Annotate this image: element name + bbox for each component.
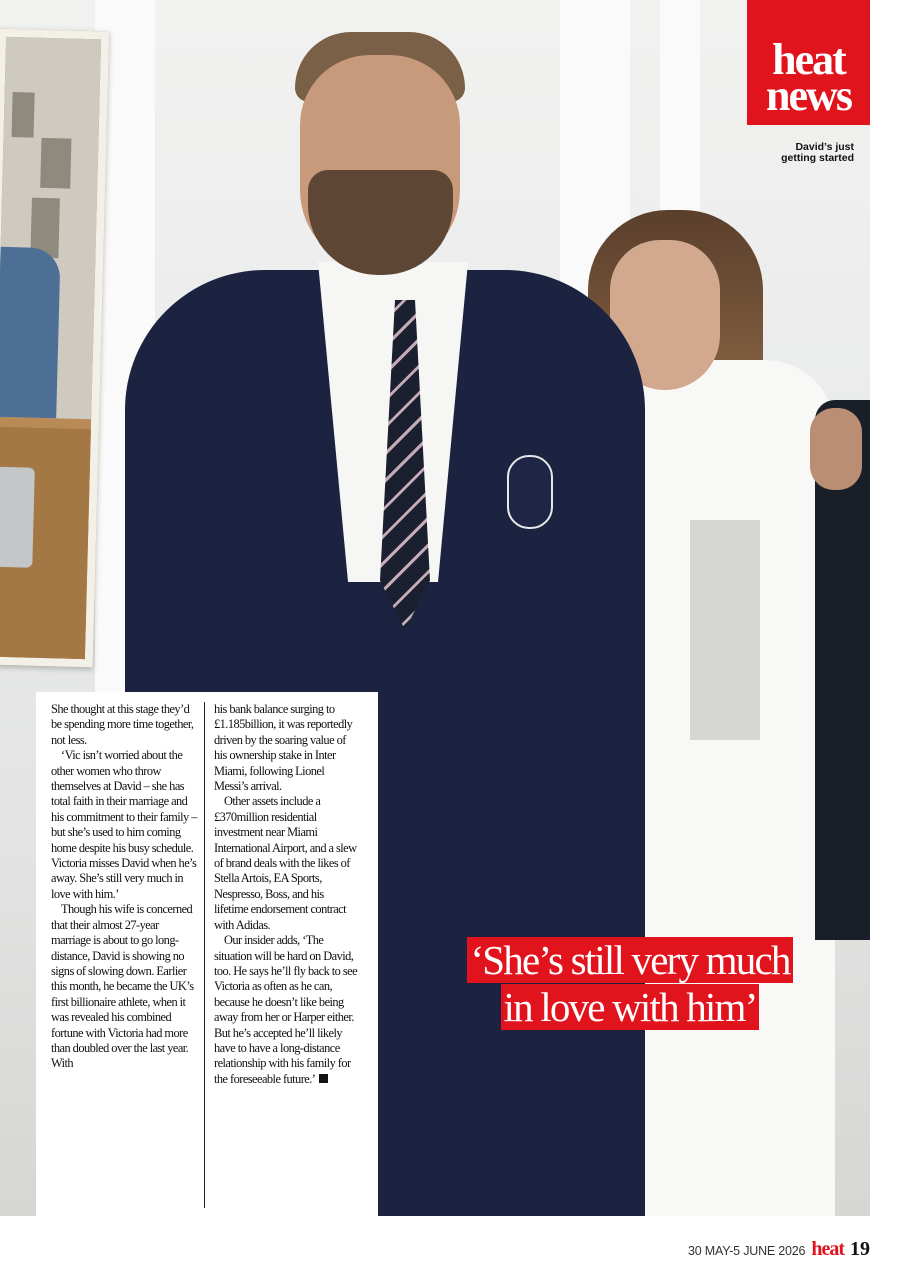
- victoria-top: [690, 520, 760, 740]
- article-text-panel: [36, 692, 378, 1216]
- paragraph: Though his wife is concerned that their almost 27-year marriage is about to go long-distance, David is showing no signs of slowing down. Earlier this month, he became the UK’s first billionaire athlete, when it was revealed his combined fortune with Victoria had more than doubled over the last year. With: [51, 902, 194, 1071]
- paragraph: Other assets include a £370million residential investment near Miami International Airport, and a slew of brand deals with the likes of Stella Artois, EA Sports, Nespresso, Boss, and his lifetime endorsement contract with Adidas.: [214, 794, 357, 932]
- article-column-2: [214, 702, 360, 1087]
- paragraph: ‘Vic isn’t worried about the other women who throw themselves at David – she has total faith in their marriage and his commitment to their family – but she’s used to him coming home despite his busy schedule. Victoria misses David when he’s away. She’s still very much in love with him.’: [51, 748, 197, 901]
- page-footer: [688, 1238, 870, 1264]
- pull-quote: [452, 937, 808, 1031]
- issue-date: 30 MAY-5 JUNE 2026: [688, 1244, 806, 1258]
- paragraph-text: Our insider adds, ‘The situation will be hard on David, too. He says he’ll fly back to see Victoria as often as he can, because he doesn’t like being away from her or Harper either. But he’s accepted he’ll likely have to have a long-distance relationship with his family for the foreseeable future.’: [214, 933, 358, 1086]
- logo-line-heat: heat: [772, 35, 845, 84]
- magazine-name: heat: [811, 1238, 844, 1260]
- paragraph: She thought at this stage they’d be spending more time together, not less.: [51, 702, 194, 747]
- paragraph: his bank balance surging to £1.185billion, it was reportedly driven by the soaring value of his ownership stake in Inter Miami, following Lionel Messi’s arrival.: [214, 702, 353, 794]
- end-mark-icon: [319, 1074, 328, 1083]
- page-number: 19: [850, 1238, 870, 1260]
- heat-news-logo: [747, 0, 870, 125]
- caption-line: David’s just: [795, 141, 854, 153]
- photo-caption: [760, 142, 854, 164]
- background-man-face: [810, 408, 862, 490]
- inter-miami-crest-icon: [507, 455, 553, 529]
- logo-line-news: news: [766, 71, 851, 120]
- caption-line: getting started: [781, 152, 854, 164]
- article-column-1: [51, 702, 197, 1072]
- paragraph-last: [214, 933, 360, 1087]
- inset-photo: [0, 29, 109, 668]
- column-divider: [204, 702, 205, 1208]
- david-beard: [308, 170, 453, 275]
- pull-quote-text: ‘She’s still very much in love with him’: [467, 937, 792, 1030]
